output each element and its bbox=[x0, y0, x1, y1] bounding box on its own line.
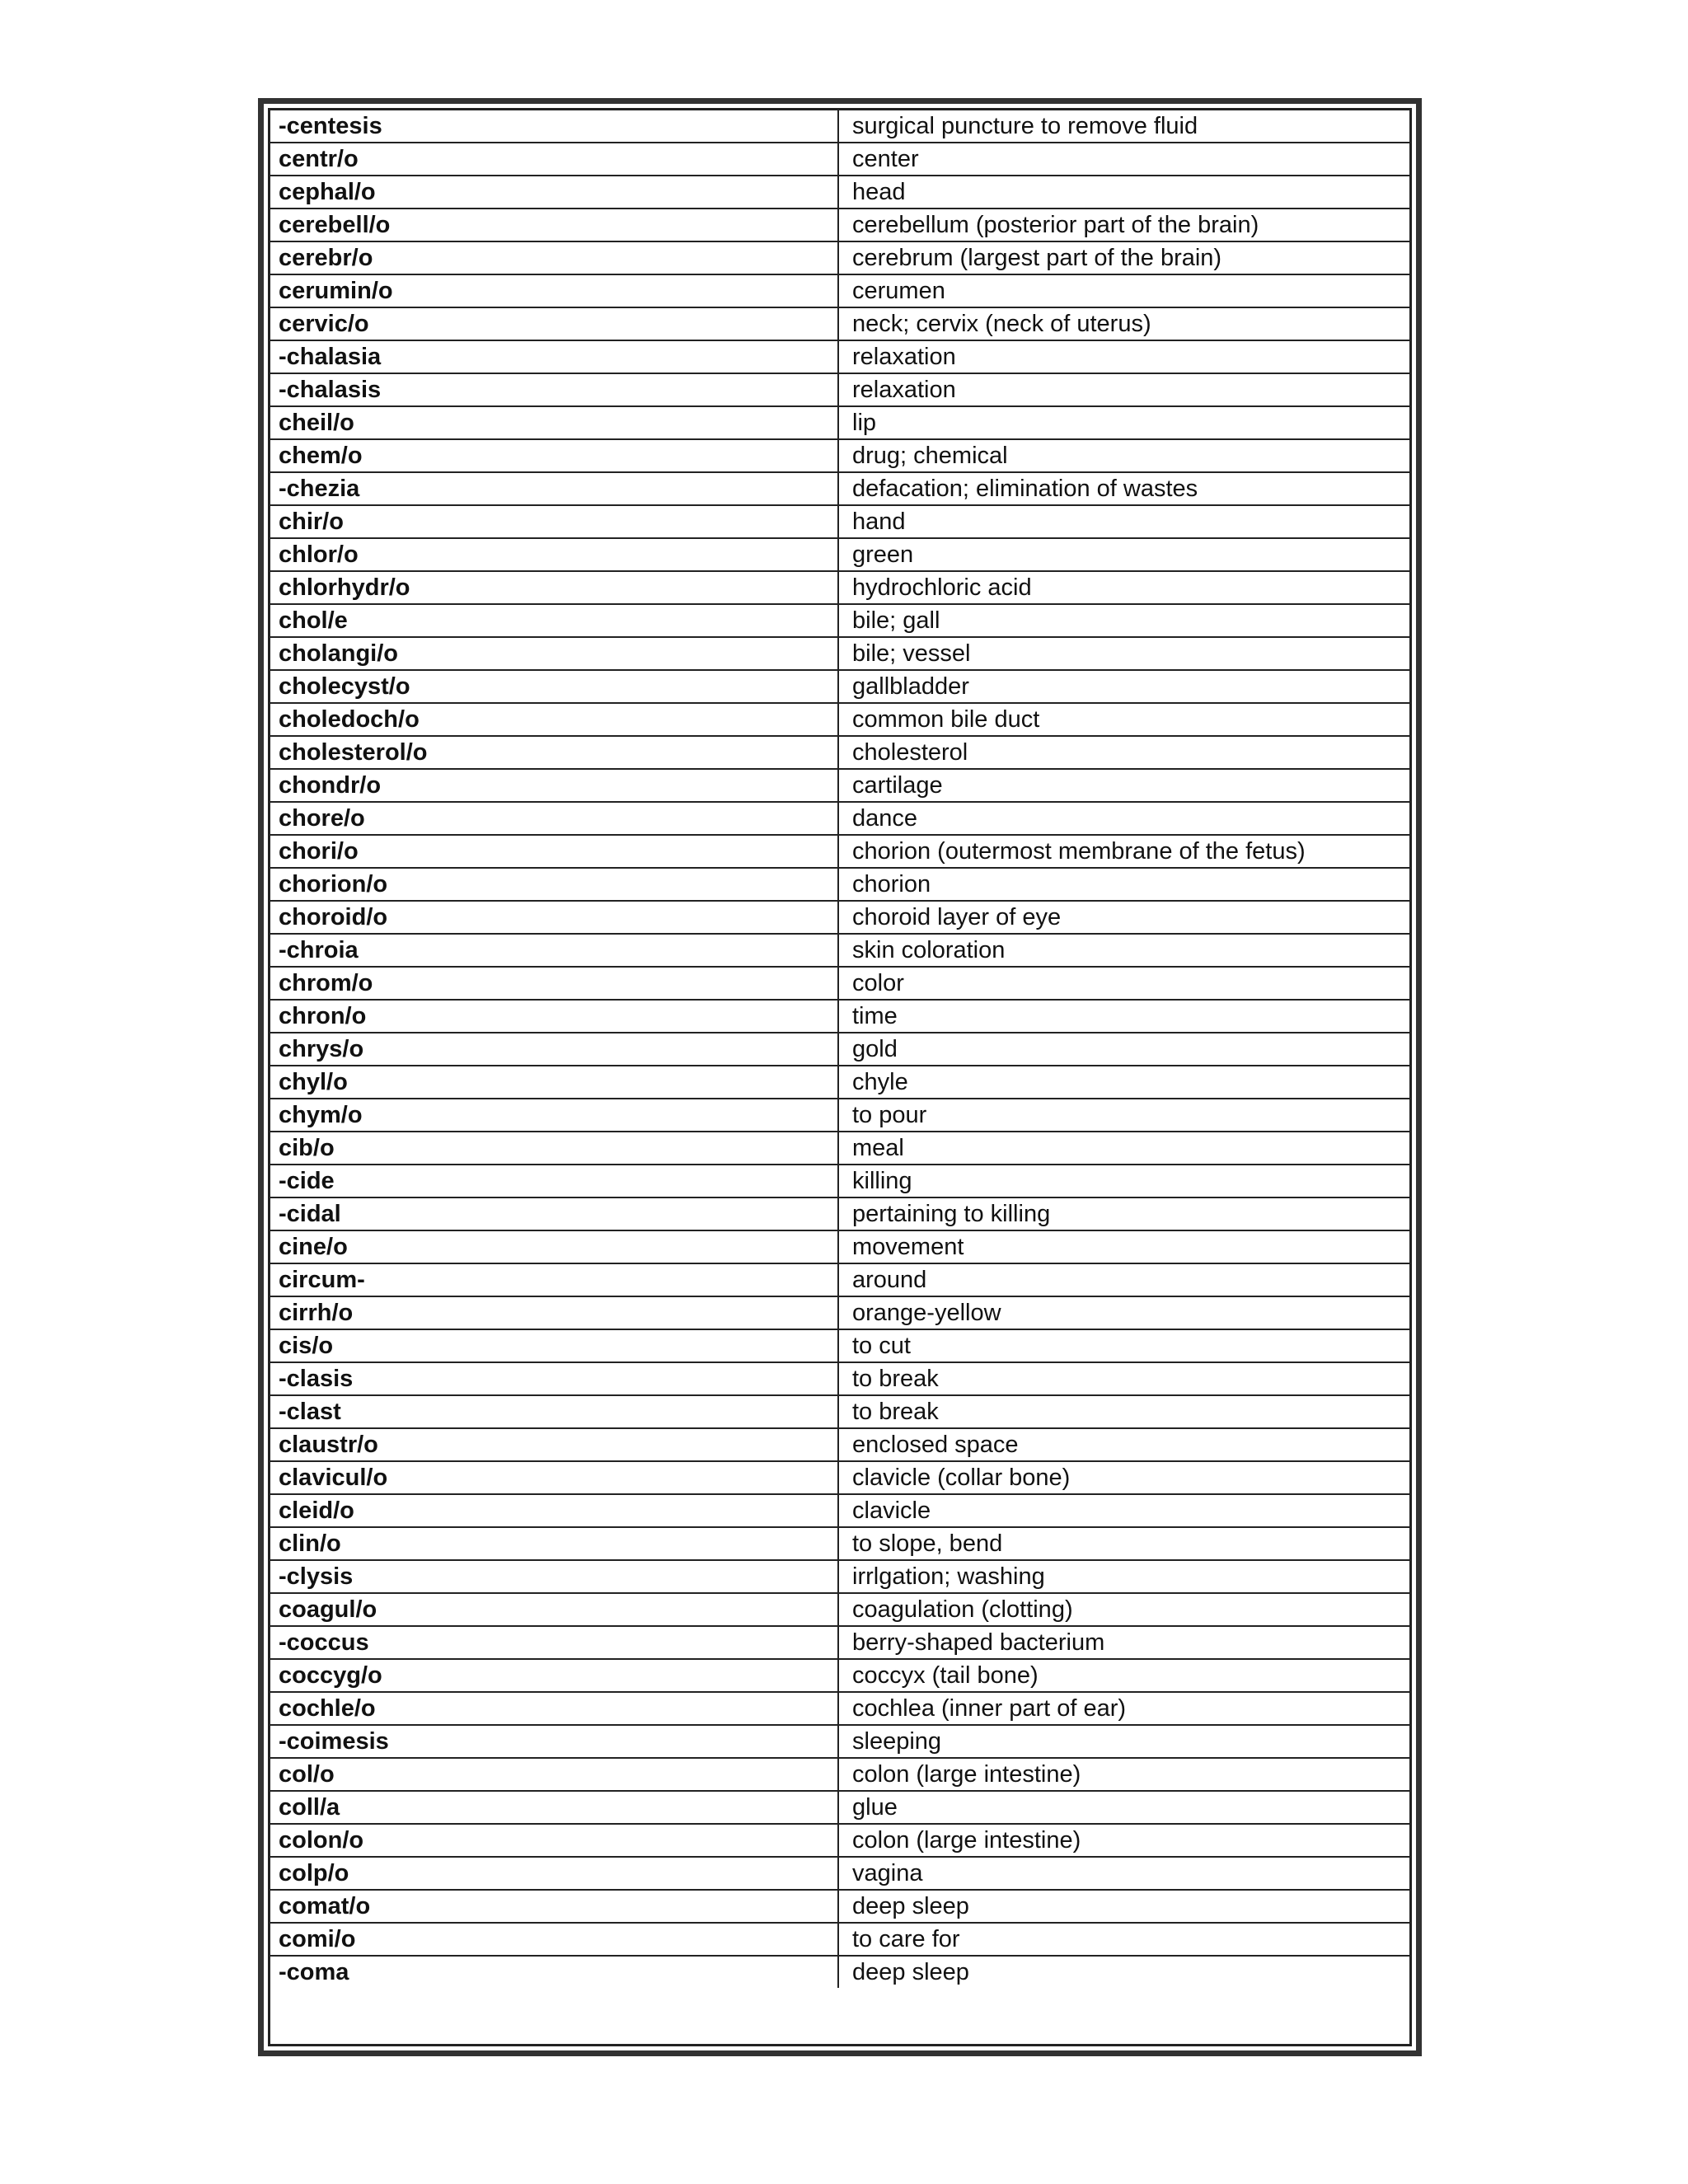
term-cell: cleid/o bbox=[270, 1494, 838, 1527]
definition-cell: center bbox=[838, 143, 1409, 176]
term-cell: coccyg/o bbox=[270, 1659, 838, 1692]
term-cell: cheil/o bbox=[270, 406, 838, 439]
term-cell: -chalasia bbox=[270, 340, 838, 373]
term-cell: chir/o bbox=[270, 505, 838, 538]
table-row bbox=[270, 1659, 1409, 1692]
term-cell: -coma bbox=[270, 1956, 838, 1988]
definition-cell: to slope, bend bbox=[838, 1527, 1409, 1560]
term-cell: colon/o bbox=[270, 1824, 838, 1857]
term-cell: -chalasis bbox=[270, 373, 838, 406]
table-row bbox=[270, 110, 1409, 143]
table-row bbox=[270, 1461, 1409, 1494]
term-cell: -chezia bbox=[270, 472, 838, 505]
definition-cell: time bbox=[838, 1000, 1409, 1033]
term-cell: comi/o bbox=[270, 1923, 838, 1956]
term-cell: centr/o bbox=[270, 143, 838, 176]
term-cell: chorion/o bbox=[270, 868, 838, 901]
table-row bbox=[270, 1000, 1409, 1033]
term-cell: coll/a bbox=[270, 1791, 838, 1824]
definition-cell: defacation; elimination of wastes bbox=[838, 472, 1409, 505]
term-cell: clin/o bbox=[270, 1527, 838, 1560]
term-cell: cirrh/o bbox=[270, 1296, 838, 1329]
definition-cell: vagina bbox=[838, 1857, 1409, 1890]
term-cell: chondr/o bbox=[270, 769, 838, 802]
definition-cell: drug; chemical bbox=[838, 439, 1409, 472]
definition-cell: cartilage bbox=[838, 769, 1409, 802]
term-cell: cerumin/o bbox=[270, 274, 838, 307]
definition-cell: to break bbox=[838, 1362, 1409, 1395]
definition-cell: hand bbox=[838, 505, 1409, 538]
table-row bbox=[270, 1099, 1409, 1132]
glossary-inner-border bbox=[268, 108, 1412, 2046]
table-row bbox=[270, 637, 1409, 670]
table-row bbox=[270, 1230, 1409, 1263]
definition-cell: common bile duct bbox=[838, 703, 1409, 736]
table-row bbox=[270, 1890, 1409, 1923]
table-row bbox=[270, 1132, 1409, 1165]
table-row bbox=[270, 1692, 1409, 1725]
definition-cell: deep sleep bbox=[838, 1890, 1409, 1923]
term-cell: chym/o bbox=[270, 1099, 838, 1132]
definition-cell: dance bbox=[838, 802, 1409, 835]
definition-cell: clavicle bbox=[838, 1494, 1409, 1527]
table-row bbox=[270, 1329, 1409, 1362]
table-row bbox=[270, 176, 1409, 209]
term-cell: chron/o bbox=[270, 1000, 838, 1033]
table-row bbox=[270, 439, 1409, 472]
definition-cell: killing bbox=[838, 1165, 1409, 1197]
term-cell: circum- bbox=[270, 1263, 838, 1296]
definition-cell: colon (large intestine) bbox=[838, 1758, 1409, 1791]
term-cell: cephal/o bbox=[270, 176, 838, 209]
term-cell: cochle/o bbox=[270, 1692, 838, 1725]
table-row bbox=[270, 1296, 1409, 1329]
definition-cell: cerebrum (largest part of the brain) bbox=[838, 241, 1409, 274]
definition-cell: cerumen bbox=[838, 274, 1409, 307]
table-row bbox=[270, 1923, 1409, 1956]
term-cell: cholesterol/o bbox=[270, 736, 838, 769]
definition-cell: choroid layer of eye bbox=[838, 901, 1409, 934]
table-row bbox=[270, 1758, 1409, 1791]
term-cell: -chroia bbox=[270, 934, 838, 967]
term-cell: cis/o bbox=[270, 1329, 838, 1362]
term-cell: -centesis bbox=[270, 110, 838, 143]
glossary-frame bbox=[258, 98, 1422, 2056]
term-cell: chlor/o bbox=[270, 538, 838, 571]
definition-cell: colon (large intestine) bbox=[838, 1824, 1409, 1857]
table-row bbox=[270, 967, 1409, 1000]
definition-cell: bile; vessel bbox=[838, 637, 1409, 670]
term-cell: chore/o bbox=[270, 802, 838, 835]
term-cell: claustr/o bbox=[270, 1428, 838, 1461]
term-cell: chrom/o bbox=[270, 967, 838, 1000]
term-cell: col/o bbox=[270, 1758, 838, 1791]
term-cell: cerebr/o bbox=[270, 241, 838, 274]
table-row bbox=[270, 835, 1409, 868]
term-cell: choroid/o bbox=[270, 901, 838, 934]
table-row bbox=[270, 1428, 1409, 1461]
glossary-table bbox=[270, 110, 1409, 1988]
table-row bbox=[270, 1362, 1409, 1395]
term-cell: -clasis bbox=[270, 1362, 838, 1395]
term-cell: -coimesis bbox=[270, 1725, 838, 1758]
term-cell: chrys/o bbox=[270, 1033, 838, 1066]
table-row bbox=[270, 1824, 1409, 1857]
definition-cell: berry-shaped bacterium bbox=[838, 1626, 1409, 1659]
definition-cell: clavicle (collar bone) bbox=[838, 1461, 1409, 1494]
definition-cell: cochlea (inner part of ear) bbox=[838, 1692, 1409, 1725]
table-row bbox=[270, 1263, 1409, 1296]
term-cell: colp/o bbox=[270, 1857, 838, 1890]
table-row bbox=[270, 769, 1409, 802]
table-row bbox=[270, 340, 1409, 373]
table-row bbox=[270, 1197, 1409, 1230]
table-row bbox=[270, 472, 1409, 505]
table-row bbox=[270, 1560, 1409, 1593]
glossary-table-body bbox=[270, 110, 1409, 1988]
definition-cell: glue bbox=[838, 1791, 1409, 1824]
table-row bbox=[270, 1857, 1409, 1890]
term-cell: cine/o bbox=[270, 1230, 838, 1263]
table-row bbox=[270, 1956, 1409, 1988]
term-cell: cib/o bbox=[270, 1132, 838, 1165]
definition-cell: coccyx (tail bone) bbox=[838, 1659, 1409, 1692]
table-row bbox=[270, 901, 1409, 934]
term-cell: cholecyst/o bbox=[270, 670, 838, 703]
table-row bbox=[270, 538, 1409, 571]
table-row bbox=[270, 1395, 1409, 1428]
table-row bbox=[270, 736, 1409, 769]
term-cell: chlorhydr/o bbox=[270, 571, 838, 604]
term-cell: -clysis bbox=[270, 1560, 838, 1593]
definition-cell: to break bbox=[838, 1395, 1409, 1428]
definition-cell: head bbox=[838, 176, 1409, 209]
definition-cell: cholesterol bbox=[838, 736, 1409, 769]
table-row bbox=[270, 1527, 1409, 1560]
definition-cell: orange-yellow bbox=[838, 1296, 1409, 1329]
term-cell: chori/o bbox=[270, 835, 838, 868]
term-cell: -clast bbox=[270, 1395, 838, 1428]
term-cell: coagul/o bbox=[270, 1593, 838, 1626]
term-cell: choledoch/o bbox=[270, 703, 838, 736]
table-row bbox=[270, 703, 1409, 736]
definition-cell: chorion (outermost membrane of the fetus) bbox=[838, 835, 1409, 868]
definition-cell: meal bbox=[838, 1132, 1409, 1165]
definition-cell: neck; cervix (neck of uterus) bbox=[838, 307, 1409, 340]
term-cell: comat/o bbox=[270, 1890, 838, 1923]
table-row bbox=[270, 143, 1409, 176]
term-cell: cerebell/o bbox=[270, 209, 838, 241]
table-row bbox=[270, 241, 1409, 274]
definition-cell: skin coloration bbox=[838, 934, 1409, 967]
definition-cell: color bbox=[838, 967, 1409, 1000]
table-row bbox=[270, 1626, 1409, 1659]
table-row bbox=[270, 571, 1409, 604]
definition-cell: around bbox=[838, 1263, 1409, 1296]
term-cell: -cide bbox=[270, 1165, 838, 1197]
definition-cell: to care for bbox=[838, 1923, 1409, 1956]
definition-cell: movement bbox=[838, 1230, 1409, 1263]
table-row bbox=[270, 307, 1409, 340]
definition-cell: chorion bbox=[838, 868, 1409, 901]
definition-cell: relaxation bbox=[838, 340, 1409, 373]
definition-cell: to pour bbox=[838, 1099, 1409, 1132]
definition-cell: coagulation (clotting) bbox=[838, 1593, 1409, 1626]
table-row bbox=[270, 934, 1409, 967]
table-row bbox=[270, 505, 1409, 538]
term-cell: cervic/o bbox=[270, 307, 838, 340]
term-cell: clavicul/o bbox=[270, 1461, 838, 1494]
term-cell: -cidal bbox=[270, 1197, 838, 1230]
definition-cell: surgical puncture to remove fluid bbox=[838, 110, 1409, 143]
table-row bbox=[270, 604, 1409, 637]
term-cell: -coccus bbox=[270, 1626, 838, 1659]
table-row bbox=[270, 406, 1409, 439]
definition-cell: hydrochloric acid bbox=[838, 571, 1409, 604]
definition-cell: gold bbox=[838, 1033, 1409, 1066]
table-row bbox=[270, 209, 1409, 241]
definition-cell: gallbladder bbox=[838, 670, 1409, 703]
table-row bbox=[270, 1593, 1409, 1626]
table-row bbox=[270, 1066, 1409, 1099]
definition-cell: bile; gall bbox=[838, 604, 1409, 637]
definition-cell: pertaining to killing bbox=[838, 1197, 1409, 1230]
table-row bbox=[270, 274, 1409, 307]
table-row bbox=[270, 1791, 1409, 1824]
table-row bbox=[270, 1725, 1409, 1758]
definition-cell: cerebellum (posterior part of the brain) bbox=[838, 209, 1409, 241]
definition-cell: to cut bbox=[838, 1329, 1409, 1362]
term-cell: chol/e bbox=[270, 604, 838, 637]
definition-cell: chyle bbox=[838, 1066, 1409, 1099]
definition-cell: irrlgation; washing bbox=[838, 1560, 1409, 1593]
table-row bbox=[270, 373, 1409, 406]
term-cell: chyl/o bbox=[270, 1066, 838, 1099]
definition-cell: lip bbox=[838, 406, 1409, 439]
term-cell: chem/o bbox=[270, 439, 838, 472]
table-row bbox=[270, 1494, 1409, 1527]
definition-cell: relaxation bbox=[838, 373, 1409, 406]
table-row bbox=[270, 802, 1409, 835]
table-row bbox=[270, 1033, 1409, 1066]
definition-cell: green bbox=[838, 538, 1409, 571]
definition-cell: enclosed space bbox=[838, 1428, 1409, 1461]
table-row bbox=[270, 670, 1409, 703]
table-row bbox=[270, 868, 1409, 901]
table-row bbox=[270, 1165, 1409, 1197]
definition-cell: sleeping bbox=[838, 1725, 1409, 1758]
definition-cell: deep sleep bbox=[852, 1959, 969, 1985]
term-cell: cholangi/o bbox=[270, 637, 838, 670]
